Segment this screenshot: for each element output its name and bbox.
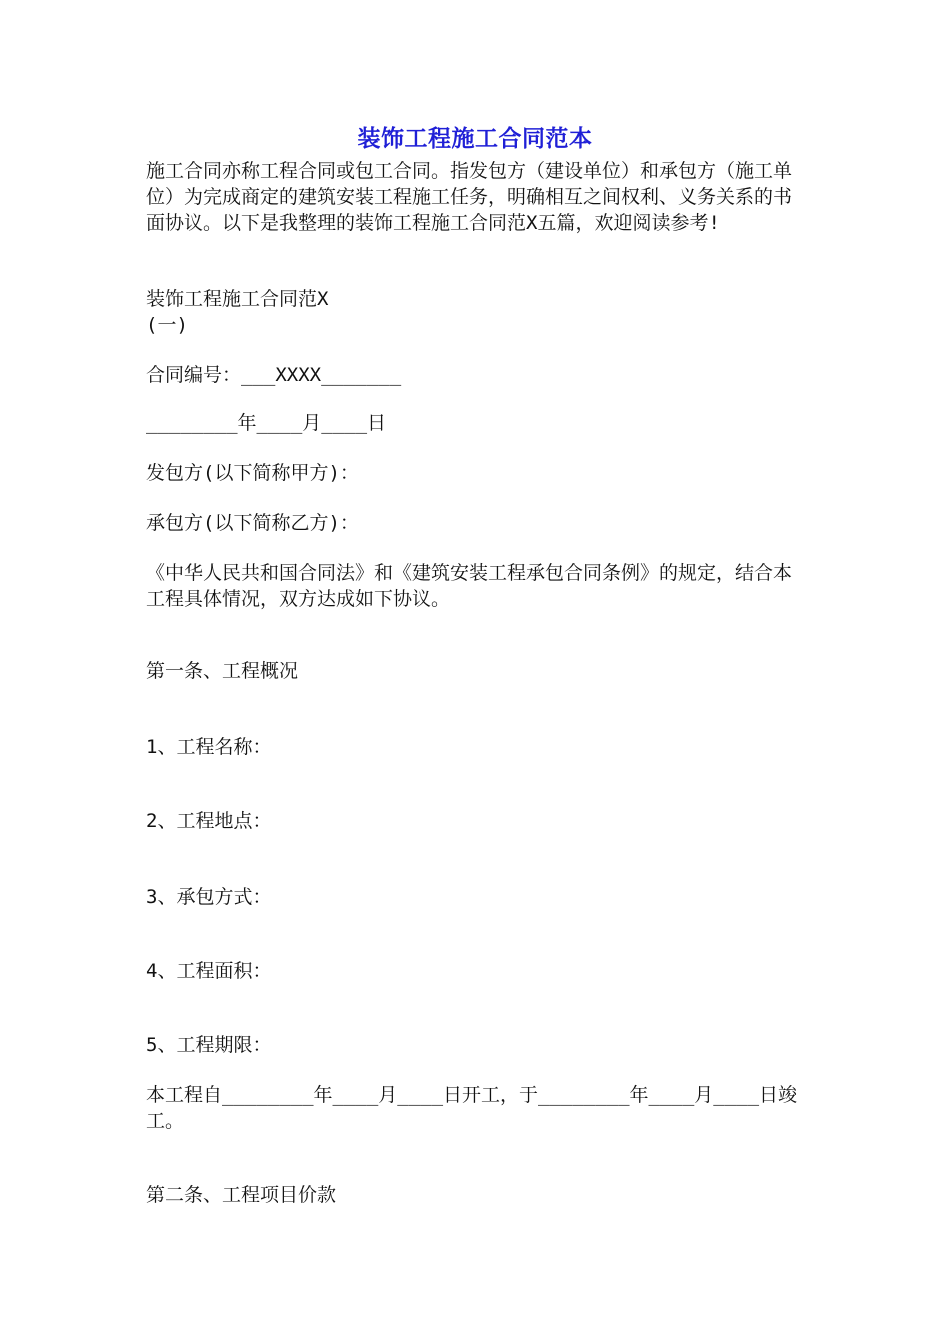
section-number: (一)	[146, 314, 188, 336]
contract-number: 合同编号：___XXXX_______	[146, 364, 402, 386]
item-project-name: 1、工程名称：	[146, 736, 272, 758]
item-project-location: 2、工程地点：	[146, 810, 272, 832]
document-title: 装饰工程施工合同范本	[357, 126, 593, 152]
article-1-heading: 第一条、工程概况	[146, 660, 299, 682]
legal-basis-paragraph: 《中华人民共和国合同法》和《建筑安装工程承包合同条例》的规定，结合本工程具体情况，双方达成如下协议。	[146, 562, 793, 610]
item-project-area: 4、工程面积：	[146, 960, 272, 982]
party-b: 承包方(以下简称乙方)：	[146, 512, 359, 534]
item-project-period: 5、工程期限：	[146, 1034, 272, 1056]
item-contract-method: 3、承包方式：	[146, 886, 272, 908]
section-heading: 装饰工程施工合同范X	[146, 288, 329, 310]
schedule-paragraph: 本工程自________年____月____日开工，于________年____月____日竣工。	[146, 1084, 798, 1132]
article-2-heading: 第二条、工程项目价款	[146, 1184, 337, 1206]
intro-paragraph: 施工合同亦称工程合同或包工合同。指发包方（建设单位）和承包方（施工单位）为完成商定的建筑安装工程施工任务，明确相互之间权利、义务关系的书面协议。以下是我整理的装饰工程施工合同范X五篇，欢迎阅读参考!	[146, 160, 793, 234]
date-line: ________年____月____日	[146, 412, 387, 434]
party-a: 发包方(以下简称甲方)：	[146, 462, 359, 484]
